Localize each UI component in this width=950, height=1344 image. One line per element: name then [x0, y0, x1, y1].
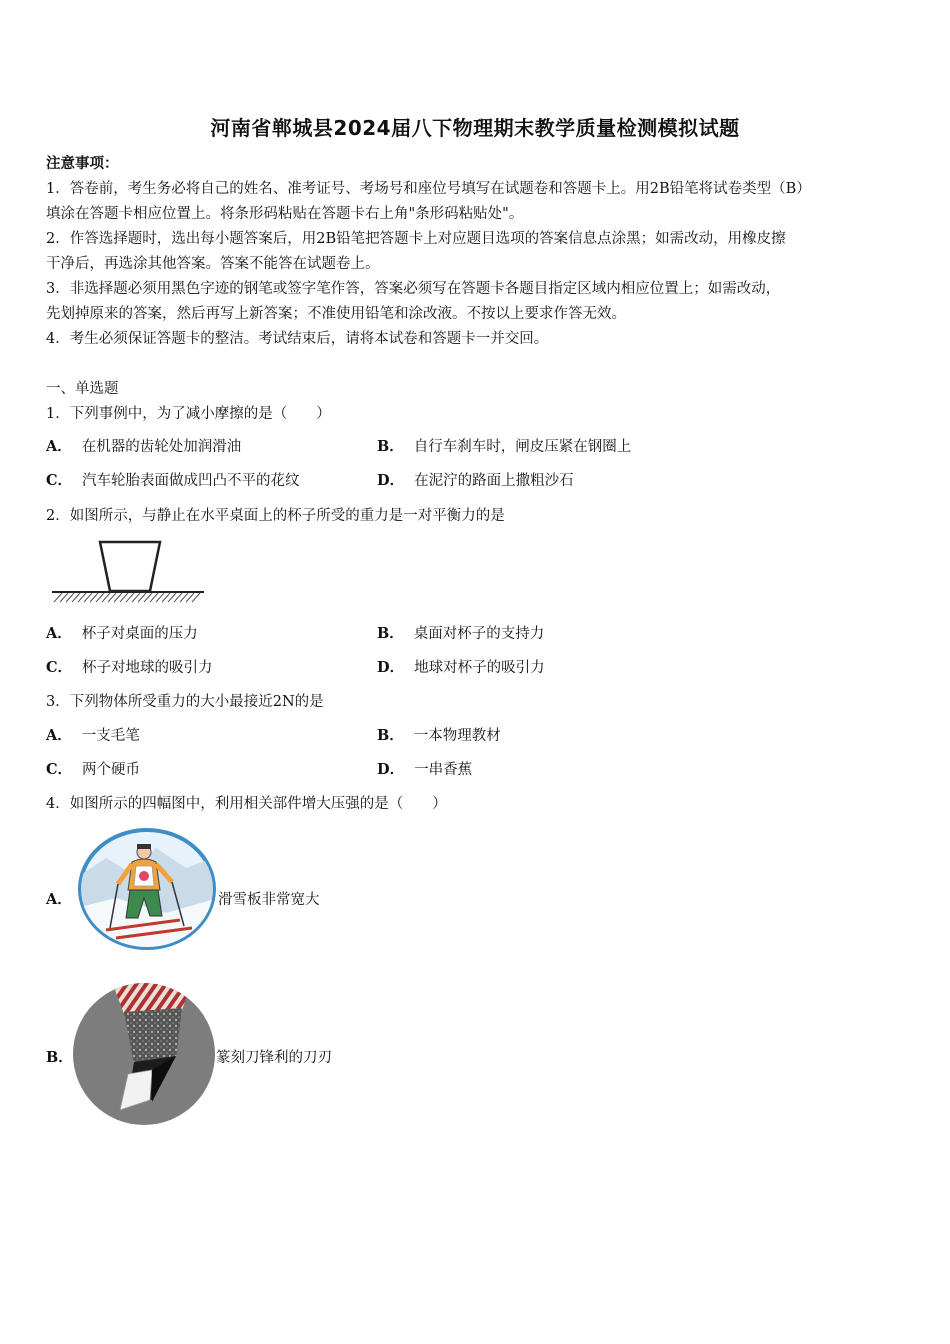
option-key: D． [377, 472, 405, 489]
option-text: 一串香蕉 [414, 762, 473, 778]
option-key: D． [377, 659, 405, 676]
notice-line: 干净后，再选涂其他答案。答案不能答在试题卷上。 [46, 256, 380, 272]
option-text: 汽车轮胎表面做成凹凸不平的花纹 [82, 473, 300, 489]
question-stem: 4．如图所示的四幅图中，利用相关部件增大压强的是（ ） [46, 796, 447, 812]
option-text: 在泥泞的路面上撒粗沙石 [414, 473, 574, 489]
exam-title: 河南省郸城县2024届八下物理期末教学质量检测模拟试题 [210, 116, 740, 140]
option-c[interactable] [46, 469, 300, 490]
option-text: 一本物理教材 [413, 728, 501, 744]
option-key: C． [46, 472, 73, 489]
option-key: A． [46, 727, 72, 744]
option-a[interactable] [46, 622, 198, 643]
option-d[interactable] [377, 656, 545, 677]
option-a[interactable] [46, 724, 140, 745]
carving-knife-figure [72, 982, 216, 1126]
option-a[interactable] [46, 435, 241, 456]
notice-line: 1．答卷前，考生务必将自己的姓名、准考证号、考场号和座位号填写在试题卷和答题卡上。用2B铅笔将试卷类型（B） [46, 181, 811, 197]
option-text: 两个硬币 [82, 762, 141, 778]
option-key: A． [46, 625, 72, 642]
option-key: C． [46, 761, 73, 778]
option-text: 桌面对杯子的支持力 [413, 626, 545, 642]
option-key: B． [377, 727, 404, 744]
option-b[interactable] [377, 435, 631, 456]
cup-shape [100, 542, 160, 591]
option-d[interactable] [377, 758, 472, 779]
option-key: B． [377, 625, 404, 642]
option-key: B． [46, 1049, 73, 1066]
option-c[interactable] [46, 758, 140, 779]
option-b[interactable] [377, 622, 544, 643]
option-key: D． [377, 761, 405, 778]
notice-line: 4．考生必须保证答题卡的整洁。考试结束后，请将本试卷和答题卡一并交回。 [46, 331, 549, 347]
option-b[interactable] [377, 724, 501, 745]
notice-line: 3．非选择题必须用黑色字迹的钢笔或签字笔作答，答案必须写在答题卡各题目指定区域内相应位置上；如需改动， [46, 281, 781, 297]
table-hatching [54, 593, 200, 602]
option-a-caption[interactable]: 滑雪板非常宽大 [218, 892, 320, 908]
option-text: 地球对杯子的吸引力 [414, 660, 545, 676]
option-text: 自行车刹车时，闸皮压紧在钢圈上 [413, 439, 632, 455]
option-d[interactable] [377, 469, 574, 490]
option-text: 一支毛笔 [81, 728, 140, 744]
option-text: 杯子对地球的吸引力 [82, 660, 213, 676]
question-stem: 2．如图所示，与静止在水平桌面上的杯子所受的重力是一对平衡力的是 [46, 508, 505, 524]
notice-line: 2．作答选择题时，选出每小题答案后，用2B铅笔把答题卡上对应题目选项的答案信息点涂黑；如需改动，用橡皮擦 [46, 231, 786, 247]
notice-line: 先划掉原来的答案，然后再写上新答案；不准使用铅笔和涂改液。不按以上要求作答无效。 [46, 306, 626, 322]
notice-line: 填涂在答题卡相应位置上。将条形码粘贴在答题卡右上角"条形码粘贴处"。 [46, 206, 524, 222]
option-c[interactable] [46, 656, 213, 677]
cup-on-table-figure [48, 536, 208, 608]
option-key: A． [46, 891, 72, 908]
option-key: C． [46, 659, 73, 676]
option-text: 在机器的齿轮处加润滑油 [81, 439, 242, 455]
option-key: A． [46, 438, 72, 455]
option-b-caption[interactable]: 篆刻刀锋利的刀刃 [216, 1050, 332, 1066]
question-stem: 3．下列物体所受重力的大小最接近2N的是 [46, 694, 324, 710]
notice-heading: 注意事项： [46, 155, 119, 172]
section-heading: 一、单选题 [46, 381, 119, 397]
skier-figure [76, 828, 218, 950]
option-key: B． [377, 438, 404, 455]
question-stem: 1．下列事例中，为了减小摩擦的是（ ） [46, 406, 331, 422]
option-text: 杯子对桌面的压力 [81, 626, 198, 642]
